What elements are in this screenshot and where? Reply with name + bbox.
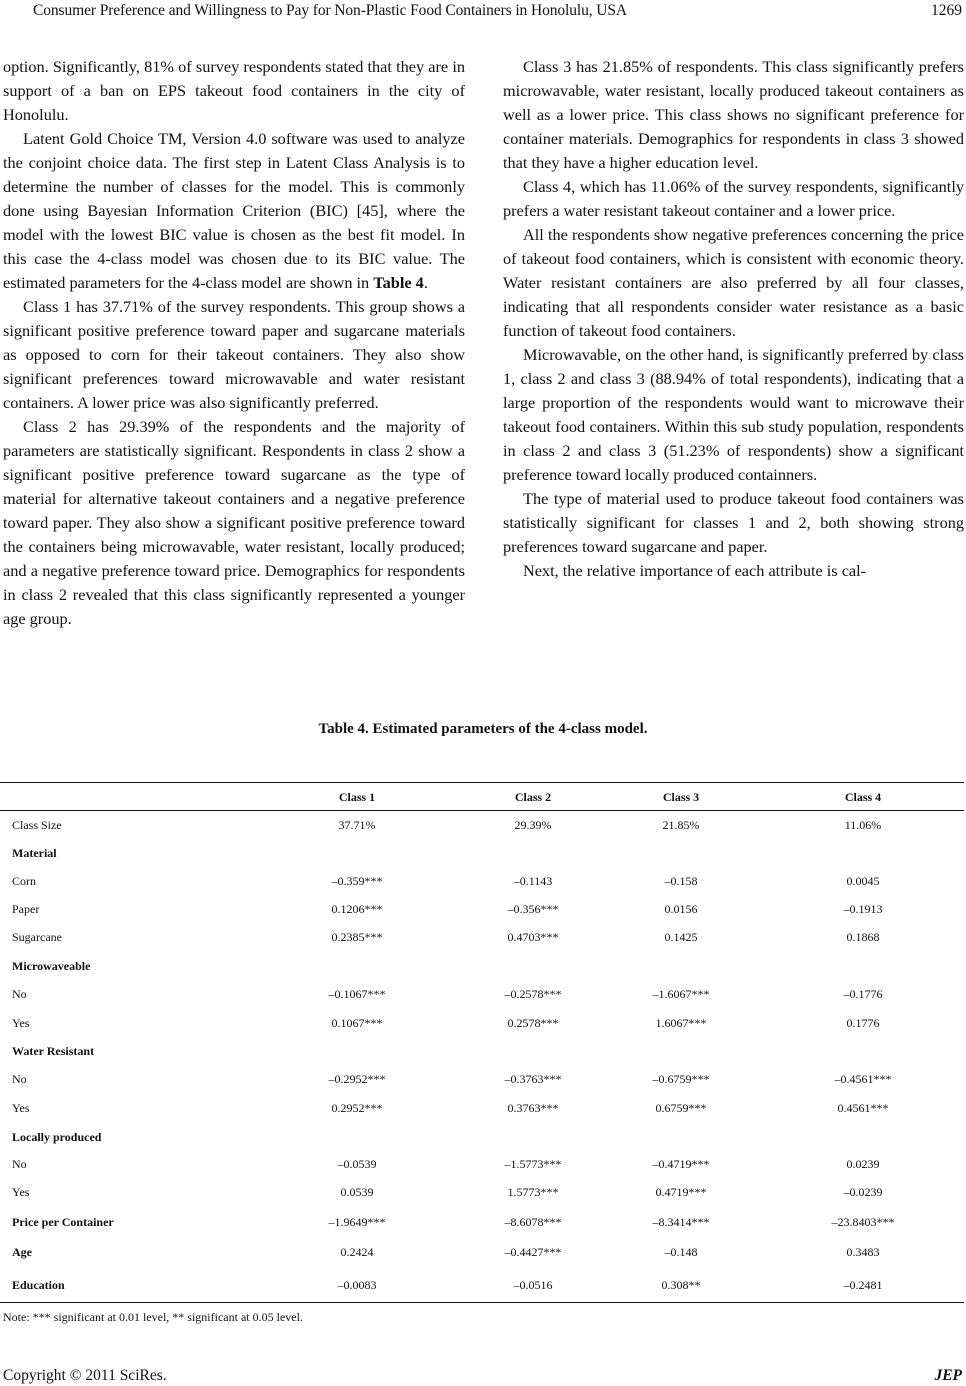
table-reference-link[interactable]: Table 4 bbox=[373, 273, 424, 292]
punctuation: . bbox=[423, 273, 428, 292]
table-row bbox=[0, 1041, 966, 1061]
table-cell: –0.359*** bbox=[331, 874, 383, 888]
table-cell: 0.4703*** bbox=[507, 930, 559, 944]
table-row bbox=[0, 1212, 966, 1232]
paragraph bbox=[3, 127, 465, 295]
table-cell: 29.39% bbox=[514, 818, 552, 832]
table-cell: 0.1868 bbox=[846, 930, 880, 944]
table-cell: 21.85% bbox=[662, 818, 700, 832]
row-group-label: Water Resistant bbox=[12, 1044, 95, 1058]
running-header bbox=[0, 0, 966, 22]
table-row bbox=[0, 843, 966, 863]
table-cell: –0.2578*** bbox=[504, 987, 562, 1001]
table-cell: –0.1067*** bbox=[328, 987, 386, 1001]
table-note: Note: *** significant at 0.01 level, ** significant at 0.05 level. bbox=[3, 1310, 303, 1324]
column-header: Class 4 bbox=[844, 790, 882, 804]
table-cell: –1.9649*** bbox=[328, 1215, 386, 1229]
table-caption: Table 4. Estimated parameters of the 4-class model. bbox=[318, 721, 648, 737]
paragraph: All the respondents show negative preferences concerning the price of takeout food containers, which is consistent with economic theory. Water resistant containers are also preferred by all four classes, indicating that all respondents consider water resistance as a basic function of takeout food containers. bbox=[503, 225, 964, 340]
table-cell: 0.0156 bbox=[664, 902, 698, 916]
table-cell: 0.2424 bbox=[340, 1245, 374, 1259]
table-cell: –0.158 bbox=[664, 874, 698, 888]
table-row bbox=[0, 1013, 966, 1033]
table-cell: 0.0045 bbox=[846, 874, 880, 888]
row-label: Class Size bbox=[12, 818, 62, 832]
table-top-rule bbox=[0, 782, 964, 783]
table-cell: 0.1067*** bbox=[331, 1016, 383, 1030]
table-cell: –0.0239 bbox=[843, 1185, 883, 1199]
column-header: Class 3 bbox=[662, 790, 700, 804]
row-label: Sugarcane bbox=[12, 930, 62, 944]
row-label: No bbox=[12, 1072, 27, 1086]
table-cell: –0.4719*** bbox=[652, 1157, 710, 1171]
table-cell: –0.0083 bbox=[337, 1278, 377, 1292]
journal-abbrev: JEP bbox=[934, 1367, 962, 1384]
table-cell: 1.5773*** bbox=[507, 1185, 559, 1199]
table-cell: –0.148 bbox=[664, 1245, 698, 1259]
paragraph-text: Latent Gold Choice TM, Version 4.0 software was used to analyze the conjoint choice data. The first step in Latent Class Analysis is to determine the number of classes for the model. This is commonly done using Bayesian Information Criterion (BIC) [45], where the model with the lowest BIC value is chosen as the best fit model. In this case the 4-class model was chosen due to its BIC value. The estimated parameters for the 4-class model are shown in bbox=[3, 129, 465, 292]
table-cell: –23.8403*** bbox=[831, 1215, 895, 1229]
table-cell: 1.6067*** bbox=[655, 1016, 707, 1030]
row-group-label: Material bbox=[12, 846, 57, 860]
table-row bbox=[0, 1275, 966, 1295]
table-row bbox=[0, 871, 966, 891]
table-cell: 0.3483 bbox=[846, 1245, 880, 1259]
paragraph: Class 2 has 29.39% of the respondents and the majority of parameters are statistically significant. Respondents in class 2 show a significant positive preference toward sugarcane as the type of material for alternative takeout containers and a negative preference toward paper. They also show a significant positive preference toward the containers being microwavable, water resistant, locally produced; and a negative preference toward price. Demographics for respondents in class 2 revealed that this class significantly represented a younger age group. bbox=[3, 417, 465, 628]
row-group-label: Education bbox=[12, 1278, 65, 1292]
column-header: Class 2 bbox=[514, 790, 552, 804]
table-cell: –0.2952*** bbox=[328, 1072, 386, 1086]
table-cell: –0.1913 bbox=[843, 902, 883, 916]
table-cell: –0.1776 bbox=[843, 987, 883, 1001]
table-row bbox=[0, 1127, 966, 1147]
right-column bbox=[503, 55, 964, 583]
table-cell: –0.1143 bbox=[513, 874, 553, 888]
table-cell: 0.2385*** bbox=[331, 930, 383, 944]
row-group-label: Price per Container bbox=[12, 1215, 114, 1229]
table-cell: 0.0539 bbox=[340, 1185, 374, 1199]
table-cell: 0.1776 bbox=[846, 1016, 880, 1030]
table-row bbox=[0, 815, 966, 835]
table-cell: 0.1206*** bbox=[331, 902, 383, 916]
table-cell: –1.5773*** bbox=[504, 1157, 562, 1171]
table-cell: –0.0516 bbox=[513, 1278, 553, 1292]
table-cell: 0.2578*** bbox=[507, 1016, 559, 1030]
table-cell: 0.2952*** bbox=[331, 1101, 383, 1115]
paragraph: Class 4, which has 11.06% of the survey respondents, significantly prefers a water resistant takeout container and a lower price. bbox=[503, 177, 964, 220]
left-column bbox=[3, 55, 465, 631]
table-cell: 0.0239 bbox=[846, 1157, 880, 1171]
page-number: 1269 bbox=[931, 2, 962, 19]
table-cell: 11.06% bbox=[844, 818, 882, 832]
paragraph: Next, the relative importance of each attribute is cal- bbox=[523, 561, 867, 580]
table-cell: –0.3763*** bbox=[504, 1072, 562, 1086]
row-label: Yes bbox=[12, 1185, 30, 1199]
table-cell: –0.6759*** bbox=[652, 1072, 710, 1086]
table-row bbox=[0, 1069, 966, 1089]
table-row bbox=[0, 956, 966, 976]
table-row bbox=[0, 927, 966, 947]
table-row bbox=[0, 1098, 966, 1118]
table-cell: –0.4561*** bbox=[834, 1072, 892, 1086]
row-group-label: Locally produced bbox=[12, 1130, 102, 1144]
table-row bbox=[0, 984, 966, 1004]
table-cell: –8.3414*** bbox=[652, 1215, 710, 1229]
running-title: Consumer Preference and Willingness to Pay for Non-Plastic Food Containers in Honolulu, USA bbox=[33, 2, 627, 19]
paragraph: The type of material used to produce takeout food containers was statistically significant for classes 1 and 2, both showing strong preferences toward sugarcane and paper. bbox=[503, 489, 964, 556]
table-cell: –0.4427*** bbox=[504, 1245, 562, 1259]
row-group-label: Age bbox=[12, 1245, 32, 1259]
table-cell: 0.6759*** bbox=[655, 1101, 707, 1115]
table-row bbox=[0, 1182, 966, 1202]
row-label: No bbox=[12, 1157, 27, 1171]
row-group-label: Microwaveable bbox=[12, 959, 91, 973]
table-bottom-rule bbox=[0, 1302, 964, 1303]
row-label: Corn bbox=[12, 874, 36, 888]
copyright: Copyright © 2011 SciRes. bbox=[3, 1367, 167, 1384]
paragraph: Class 3 has 21.85% of respondents. This class significantly prefers microwavable, water resistant, locally produced takeout containers as well as a lower price. This class shows no significant preference for container materials. Demographics for respondents in class 3 showed that they have a higher education level. bbox=[503, 57, 964, 172]
table-cell: –0.0539 bbox=[337, 1157, 377, 1171]
row-label: Yes bbox=[12, 1101, 30, 1115]
table-row bbox=[0, 1242, 966, 1262]
table-cell: –8.6078*** bbox=[504, 1215, 562, 1229]
table-cell: –0.2481 bbox=[843, 1278, 883, 1292]
paragraph: option. Significantly, 81% of survey respondents stated that they are in support of a ban on EPS takeout food containers in the city of Honolulu. bbox=[3, 57, 465, 124]
row-label: Yes bbox=[12, 1016, 30, 1030]
table-row bbox=[0, 899, 966, 919]
table-cell: –0.356*** bbox=[507, 902, 559, 916]
table-cell: –1.6067*** bbox=[652, 987, 710, 1001]
paragraph: Class 1 has 37.71% of the survey respondents. This group shows a significant positive preference toward paper and sugarcane materials as opposed to corn for their takeout containers. They also show significant preferences toward microwavable and water resistant containers. A lower price was also significantly preferred. bbox=[3, 297, 465, 412]
table-cell: 0.4561*** bbox=[837, 1101, 889, 1115]
column-header: Class 1 bbox=[338, 790, 376, 804]
table-cell: 0.3763*** bbox=[507, 1101, 559, 1115]
table-cell: 0.1425 bbox=[664, 930, 698, 944]
table-cell: 0.4719*** bbox=[655, 1185, 707, 1199]
row-label: Paper bbox=[12, 902, 40, 916]
table-header-rule bbox=[0, 810, 964, 811]
paragraph: Microwavable, on the other hand, is significantly preferred by class 1, class 2 and class 3 (88.94% of total respondents), indicating that a large proportion of the respondents would want to microwave their takeout food containers. Within this sub study population, respondents in class 2 and class 3 (51.23% of respondents) show a significant preference toward locally produced containners. bbox=[503, 345, 964, 484]
table-row bbox=[0, 1154, 966, 1174]
table-cell: 37.71% bbox=[338, 818, 376, 832]
table-header-row bbox=[0, 787, 966, 807]
table-cell: 0.308** bbox=[661, 1278, 701, 1292]
row-label: No bbox=[12, 987, 27, 1001]
